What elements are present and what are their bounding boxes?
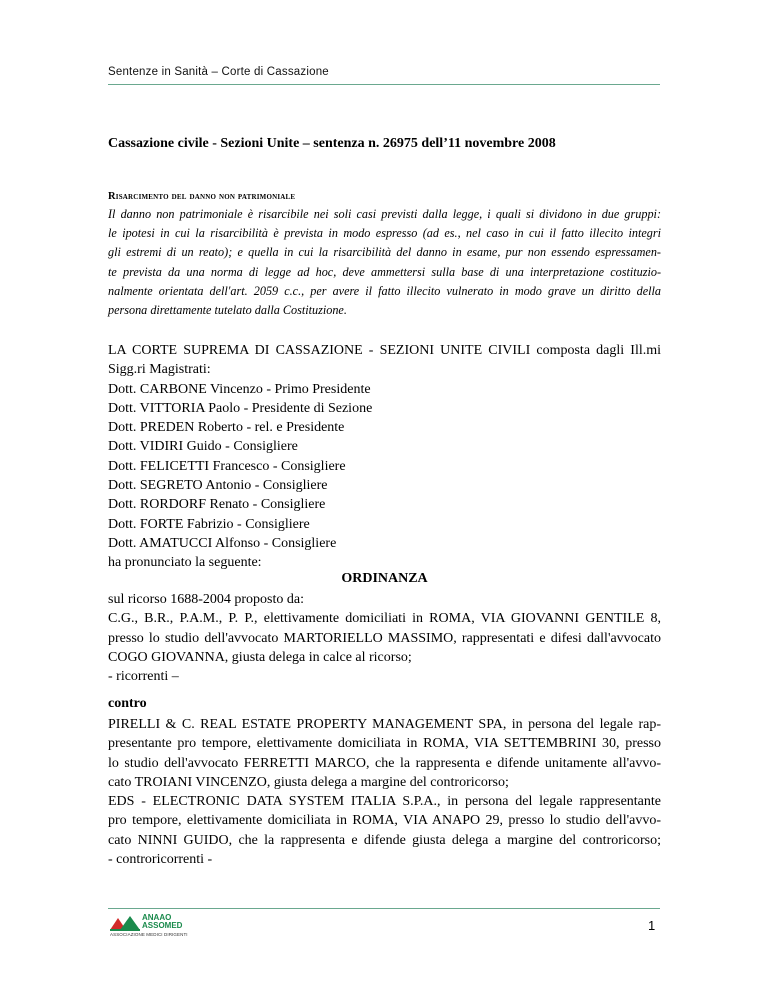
massima-paragraph — [108, 205, 661, 320]
logo-wordmark — [142, 914, 182, 930]
contro-line: cato NINNI GUIDO, che la rappresenta e difende giusta delega a margine del controricorso; — [108, 832, 661, 848]
section-heading: Risarcimento del danno non patrimoniale — [108, 191, 296, 202]
massima-line: le ipotesi in cui la risarcibilità è prevista in modo espresso (ad es., nel caso in cui il fatto illecito integri — [108, 226, 661, 241]
judge-line: Dott. FELICETTI Francesco - Consigliere — [108, 458, 346, 474]
ricorso-line: presso lo studio dell'avvocato MARTORIELLO MASSIMO, rappresentati e difesi dall'avvocato — [108, 630, 661, 646]
judge-line: Dott. AMATUCCI Alfonso - Consigliere — [108, 535, 337, 551]
ricorso-paragraph — [108, 590, 661, 686]
court-line: LA CORTE SUPREMA DI CASSAZIONE - SEZIONI UNITE CIVILI composta dagli Ill.mi — [108, 343, 661, 358]
logo-subtitle: ASSOCIAZIONE MEDICI DIRIGENTI — [110, 932, 188, 937]
massima-line: Il danno non patrimoniale è risarcibile nei soli casi previsti dalla legge, i quali si dividono in due gruppi: — [108, 207, 661, 221]
court-line: ha pronunciato la seguente: — [108, 555, 262, 571]
judge-line: Dott. FORTE Fabrizio - Consigliere — [108, 516, 310, 532]
logo-wordmark-line-2: ASSOMED — [142, 921, 183, 930]
running-header: Sentenze in Sanità – Corte di Cassazione — [108, 66, 329, 78]
judge-line: Dott. SEGRETO Antonio - Consigliere — [108, 478, 328, 494]
judge-line: Dott. PREDEN Roberto - rel. e Presidente — [108, 420, 345, 436]
contro-line: lo studio dell'avvocato FERRETTI MARCO, che la rappresenta e difende unitamente all'avvo- — [108, 755, 661, 771]
court-line: Sigg.ri Magistrati: — [108, 362, 211, 378]
massima-line: te prevista da una norma di legge ad hoc, deve ammettersi sulla base di una interpretazione costituzio- — [108, 264, 661, 279]
ordinanza-heading: ORDINANZA — [341, 571, 428, 586]
contro-line: - controricorrenti - — [108, 852, 213, 868]
page-number: 1 — [648, 918, 656, 933]
ricorso-line: COGO GIOVANNA, giusta delega in calce al ricorso; — [108, 649, 412, 665]
ricorso-line: C.G., B.R., P.A.M., P. P., elettivamente domiciliati in ROMA, VIA GIOVANNI GENTILE 8, — [108, 611, 661, 627]
contro-paragraph — [108, 715, 661, 869]
judge-line: Dott. CARBONE Vincenzo - Primo Presidente — [108, 381, 371, 397]
contro-line: PIRELLI & C. REAL ESTATE PROPERTY MANAGEMENT SPA, in persona del legale rap- — [108, 717, 661, 732]
contro-line: pro tempore, elettivamente domiciliata in ROMA, VIA ANAPO 29, presso lo studio dell'avvo- — [108, 813, 661, 829]
judge-line: Dott. VITTORIA Paolo - Presidente di Sezione — [108, 400, 373, 416]
court-composition — [108, 341, 661, 573]
ricorso-line: sul ricorso 1688-2004 proposto da: — [108, 592, 304, 607]
massima-line: gli estremi di un reato); e quella in cui la risarcibilità del danno in esame, pur non essendo espressamen- — [108, 245, 661, 260]
contro-heading: contro — [108, 696, 147, 711]
massima-line: nalmente orientata dell'art. 2059 c.c., per avere il fatto illecito vulnerato in modo grave un diritto della — [108, 283, 661, 298]
document-title: Cassazione civile - Sezioni Unite – sentenza n. 26975 dell’11 novembre 2008 — [108, 136, 556, 151]
logo-wordmark-line-1: ANAAO — [142, 913, 172, 922]
footer-divider — [108, 908, 660, 909]
contro-line: presentante pro tempore, elettivamente domiciliata in ROMA, VIA SETTEMBRINI 30, presso — [108, 736, 661, 752]
massima-line: persona direttamente tutelato dalla Costituzione. — [108, 303, 347, 318]
contro-line: cato TROIANI VINCENZO, giusta delega a margine del controricorso; — [108, 774, 509, 790]
contro-line: EDS - ELECTRONIC DATA SYSTEM ITALIA S.P.A., in persona del legale rappresentante — [108, 794, 661, 810]
ricorso-line: - ricorrenti – — [108, 669, 179, 685]
judge-line: Dott. RORDORF Renato - Consigliere — [108, 497, 326, 513]
judge-line: Dott. VIDIRI Guido - Consigliere — [108, 439, 298, 455]
header-divider — [108, 84, 660, 85]
